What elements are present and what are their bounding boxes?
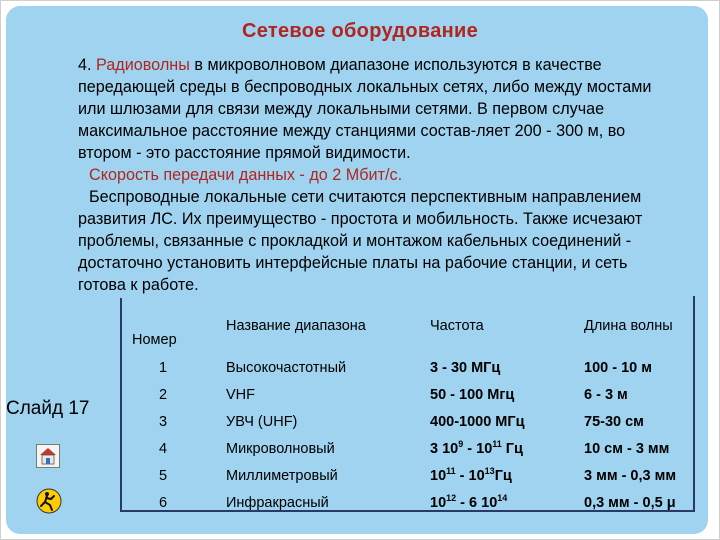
cell-number: 5	[158, 467, 168, 484]
cell-band-name: Миллиметровый	[226, 467, 338, 484]
paragraph-speed: Скорость передачи данных - до 2 Мбит/с.	[89, 166, 403, 184]
cell-frequency: 3 - 30 МГц	[430, 359, 501, 376]
cell-wavelength: 6 - 3 м	[584, 386, 628, 403]
freq-unit: Гц	[494, 467, 512, 484]
cell-band-name: Микроволновый	[226, 440, 335, 457]
cell-number: 4	[158, 440, 168, 457]
freq-part: 3 10	[430, 440, 459, 457]
paragraph-radio-text: в микроволновом диапазоне используются в качестве передающей среды в беспроводных локальных сетях, либо между мостами или шлюзами для связи между локальными сетями. В первом случае максимальное расстояние между станциями состав-ляет 200 - 300 м, во втором - это расстояние прямой видимости.	[78, 56, 652, 162]
cell-band-name: VHF	[226, 386, 255, 403]
freq-part: - 10	[455, 467, 485, 484]
cell-wavelength: 10 см - 3 мм	[584, 440, 670, 457]
cell-band-name: Инфракрасный	[226, 494, 329, 511]
freq-exponent: 9	[458, 438, 464, 449]
freq-exponent: 11	[446, 465, 456, 476]
cell-frequency: 50 - 100 Мгц	[430, 386, 515, 403]
cell-frequency	[426, 462, 580, 489]
table-row	[122, 408, 694, 435]
cell-wavelength: 75-30 см	[584, 413, 644, 430]
cell-frequency	[426, 435, 580, 462]
freq-exponent: 14	[497, 492, 508, 503]
home-icon[interactable]	[36, 444, 60, 468]
cell-band-name: Высокочастотный	[226, 359, 347, 376]
header-band-name: Название диапазона	[226, 318, 366, 334]
freq-unit: Гц	[501, 440, 523, 457]
freq-part: 10	[430, 467, 447, 484]
header-frequency: Частота	[430, 318, 484, 334]
cell-number: 2	[158, 386, 168, 403]
paragraph-radio	[78, 54, 668, 164]
cell-number: 3	[158, 413, 168, 430]
table-row	[122, 435, 694, 462]
table-row	[122, 462, 694, 489]
cell-frequency: 400-1000 МГц	[430, 413, 525, 430]
paragraph-number: 4.	[78, 56, 96, 74]
freq-part: 10	[430, 494, 447, 511]
cell-wavelength: 100 - 10 м	[584, 359, 652, 376]
freq-exponent: 13	[484, 465, 495, 476]
cell-wavelength: 0,3 мм - 0,5 μ	[584, 494, 676, 511]
slide-number-label: Слайд 17	[6, 398, 90, 419]
table-row	[122, 489, 694, 516]
header-wavelength: Длина волны	[584, 318, 673, 334]
slide-body	[78, 54, 668, 296]
freq-part: - 10	[463, 440, 493, 457]
cell-number: 6	[158, 494, 168, 511]
header-number: Номер	[132, 332, 177, 348]
freq-exponent: 11	[492, 438, 502, 449]
freq-part: - 6 10	[456, 494, 498, 511]
paragraph-wireless: Беспроводные локальные сети считаются перспективным направлением развития ЛС. Их преимущество - простота и мобильность. Также исчезают проблемы, связанные с прокладкой и монтажом кабельных соединений - достаточно установить интерфейсные платы на рабочие станции, и сеть готова к работе.	[78, 188, 643, 294]
frequency-table	[122, 298, 694, 516]
cell-band-name: УВЧ (UHF)	[226, 413, 298, 430]
freq-exponent: 12	[446, 492, 457, 503]
table-row	[122, 381, 694, 408]
cell-frequency	[426, 489, 580, 516]
slide-title: Сетевое оборудование	[241, 20, 479, 42]
cell-number: 1	[158, 359, 168, 376]
cell-wavelength: 3 мм - 0,3 мм	[584, 467, 677, 484]
exit-icon[interactable]	[36, 488, 60, 512]
radio-highlight: Радиоволны	[96, 56, 190, 74]
table-row	[122, 354, 694, 381]
table-header-row	[122, 298, 694, 354]
